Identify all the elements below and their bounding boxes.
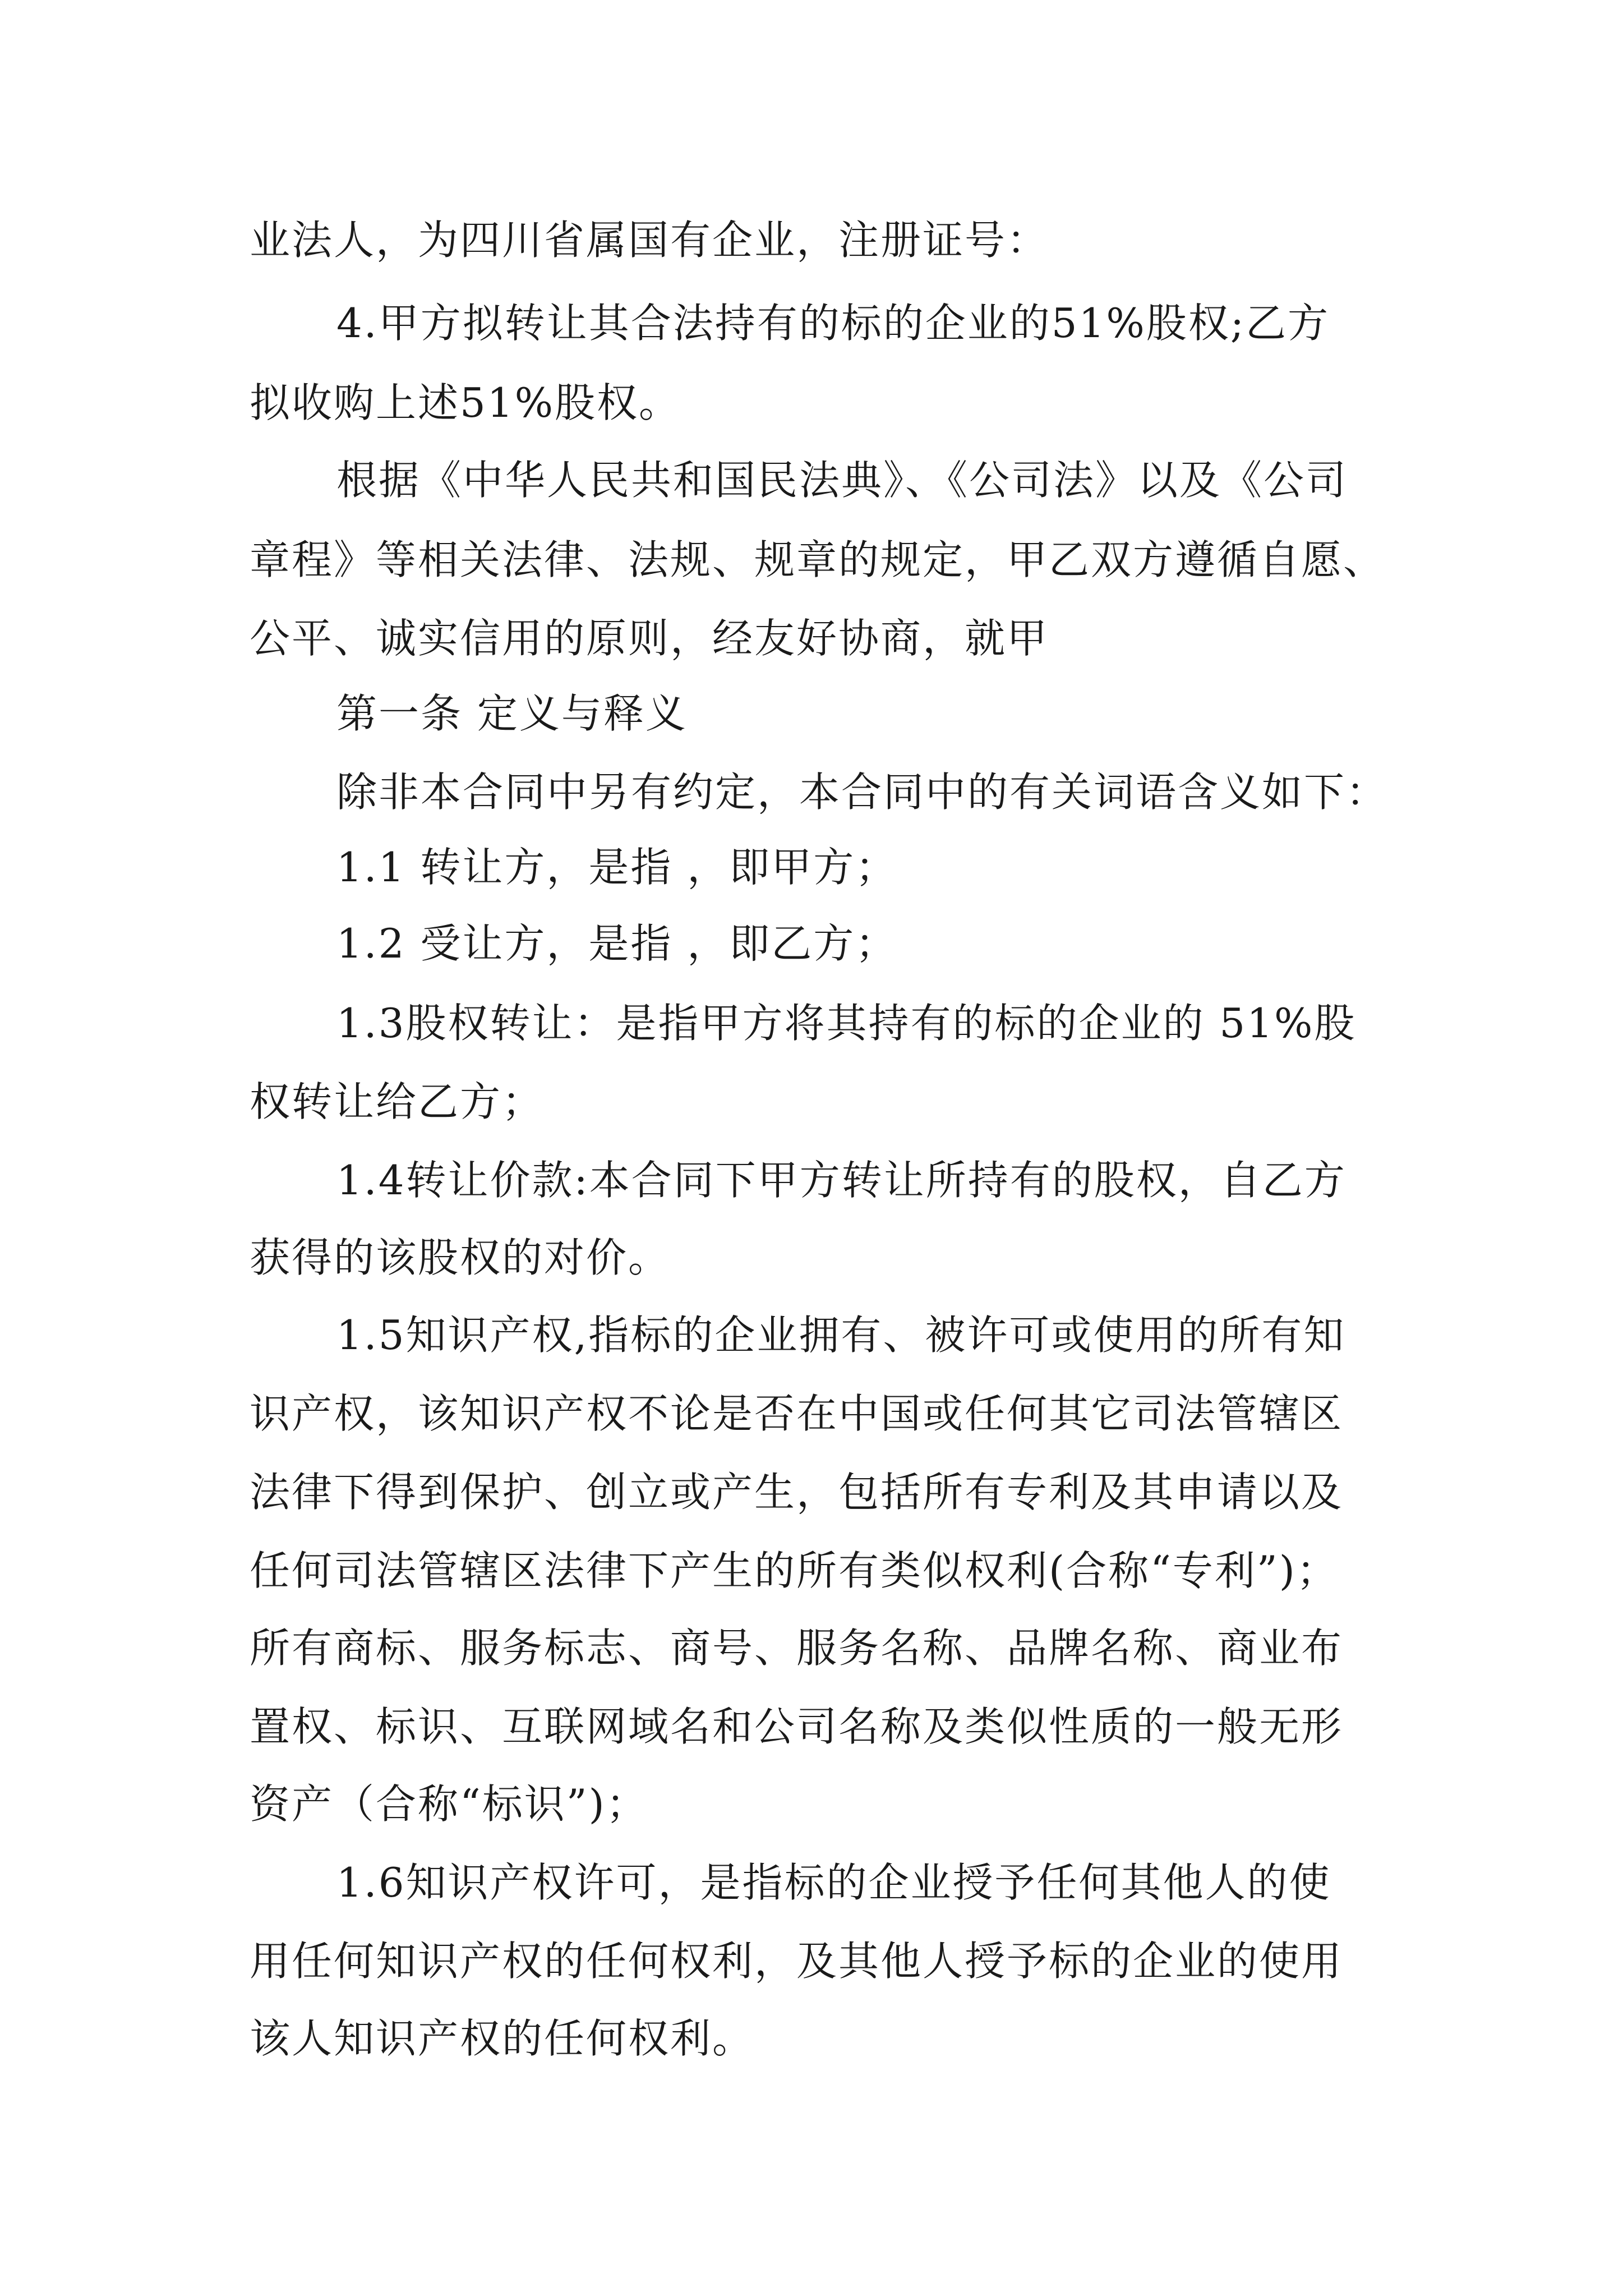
text-line: 1.3股权转让：是指甲方将其持有的标的企业的 51%股: [336, 1000, 1357, 1047]
text-line: 业法人，为四川省属国有企业，注册证号：: [250, 217, 1049, 264]
text-line: 任何司法管辖区法律下产生的所有类似权利(合称“专利”)；: [250, 1547, 1339, 1594]
text-line: 法律下得到保护、创立或产生，包括所有专利及其申请以及: [250, 1469, 1344, 1516]
text-line: 1.2 受让方，是指 ，即乙方；: [336, 920, 898, 967]
text-line: 资产（合称“标识”)；: [250, 1780, 648, 1828]
text-line: 根据《中华人民共和国民法典》、《公司法》以及《公司: [336, 457, 1348, 504]
text-line: 公平、诚实信用的原则，经友好协商，就甲: [250, 615, 1049, 662]
text-line: 权转让给乙方；: [250, 1078, 545, 1125]
text-line: 4.甲方拟转让其合法持有的标的企业的51%股权;乙方: [336, 300, 1330, 347]
text-line: 章程》等相关法律、法规、规章的规定，甲乙双方遵循自愿、: [250, 536, 1386, 583]
text-line: 用任何知识产权的任何权利，及其他人授予标的企业的使用: [250, 1938, 1344, 1985]
text-line: 置权、标识、互联网域名和公司名称及类似性质的一般无形: [250, 1703, 1344, 1750]
text-line: 获得的该股权的对价。: [250, 1234, 671, 1281]
text-line: 该人知识产权的任何权利。: [250, 2015, 755, 2062]
text-line: 拟收购上述51%股权。: [250, 379, 681, 426]
text-line: 识产权，该知识产权不论是否在中国或任何其它司法管辖区: [250, 1390, 1344, 1437]
text-line: 1.5知识产权,指标的企业拥有、被许可或使用的所有知: [336, 1312, 1346, 1359]
text-line: 1.6知识产权许可，是指标的企业授予任何其他人的使: [336, 1859, 1331, 1906]
section-heading: 第一条 定义与释义: [336, 690, 688, 737]
text-line: 除非本合同中另有约定，本合同中的有关词语含义如下：: [336, 769, 1389, 816]
text-line: 1.4转让价款:本合同下甲方转让所持有的股权，自乙方: [336, 1157, 1347, 1204]
text-line: 所有商标、服务标志、商号、服务名称、品牌名称、商业布: [250, 1625, 1344, 1672]
text-line: 1.1 转让方，是指 ，即甲方；: [336, 844, 898, 891]
